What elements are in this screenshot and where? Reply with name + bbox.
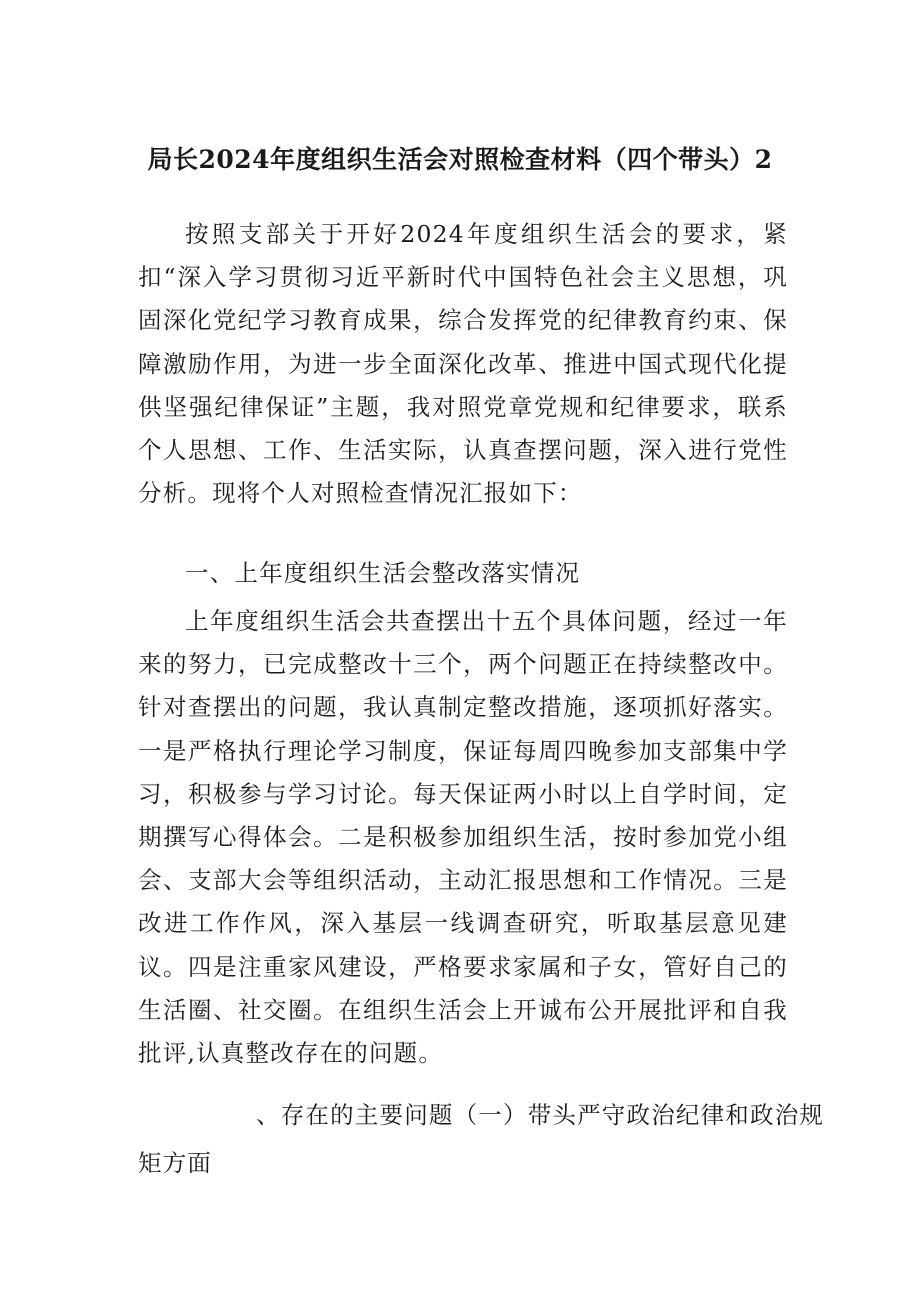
section-two-heading — [138, 1091, 825, 1187]
section-two-heading-line1: 、存在的主要问题（一）带头严守政治纪律和政治规 — [256, 1101, 825, 1129]
document-title: 局长2024年度组织生活会对照检查材料（四个带头）2 — [147, 145, 773, 174]
section-two-heading-line2: 矩方面 — [138, 1149, 213, 1177]
section-one-paragraph: 上年度组织生活会共查摆出十五个具体问题，经过一年来的努力，已完成整改十三个，两个问题正在持续整改中。针对查摆出的问题，我认真制定整改措施，逐项抓好落实。一是严格执行理论学习制度，保证每周四晚参加支部集中学习，积极参与学习讨论。每天保证两小时以上自学时间，定期撰写心得体会。二是积极参加组织生活，按时参加党小组会、支部大会等组织活动，主动汇报思想和工作情况。三是改进工作作风，深入基层一线调查研究，听取基层意见建议。四是注重家风建设，严格要求家属和子女，管好自己的生活圈、社交圈。在组织生活会上开诚布公开展批评和自我批评,认真整改存在的问题。 — [138, 607, 788, 1068]
section-one-heading: 一、上年度组织生活会整改落实情况 — [185, 559, 581, 587]
intro-paragraph: 按照支部关于开好2024年度组织生活会的要求，紧扣“深入学习贯彻习近平新时代中国特色社会主义思想，巩固深化党纪学习教育成果，综合发挥党的纪律教育约束、保障激励作用，为进一步全面深化改革、推进中国式现代化提供坚强纪律保证”主题，我对照党章党规和纪律要求，联系个人思想、工作、生活实际，认真查摆问题，深入进行党性分析。现将个人对照检查情况汇报如下： — [138, 220, 788, 508]
